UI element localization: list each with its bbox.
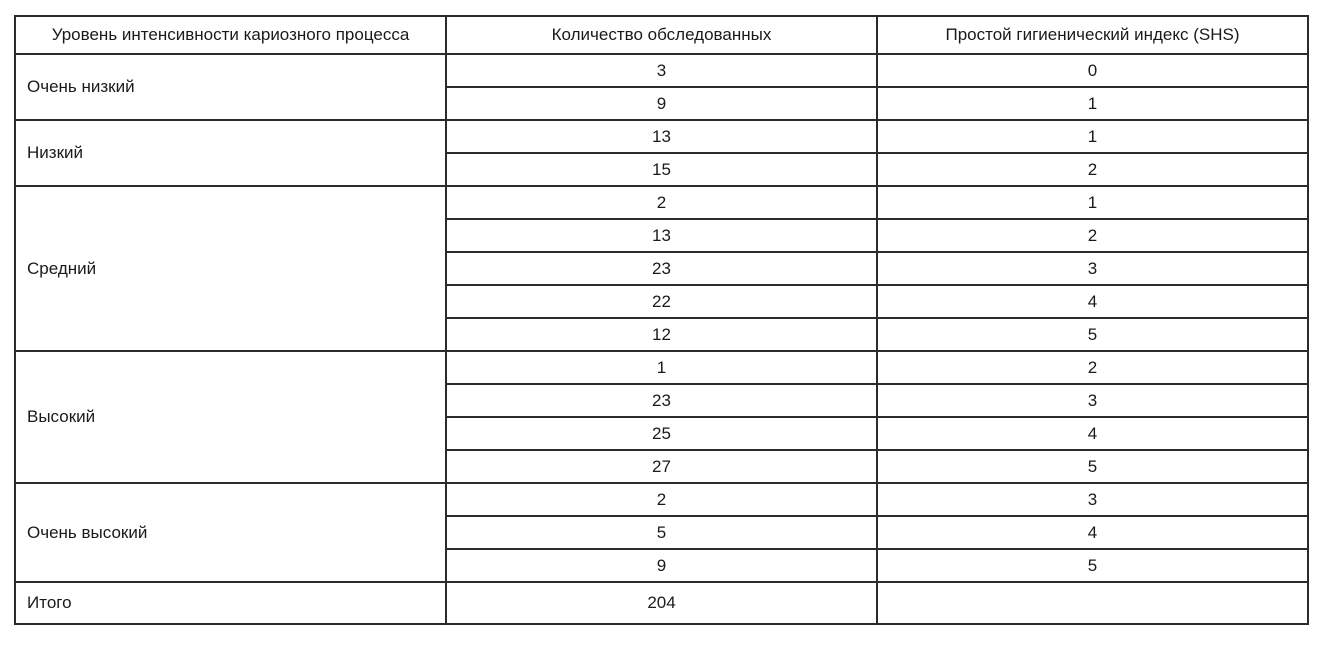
shs-cell: 3 [877, 483, 1308, 516]
shs-cell: 2 [877, 219, 1308, 252]
count-cell: 5 [446, 516, 877, 549]
level-very-high: Очень высокий [15, 483, 446, 582]
count-cell: 22 [446, 285, 877, 318]
shs-cell: 1 [877, 186, 1308, 219]
count-cell: 25 [446, 417, 877, 450]
table-row [15, 120, 1308, 153]
shs-cell: 3 [877, 384, 1308, 417]
table-row [15, 186, 1308, 219]
header-row [15, 16, 1308, 54]
total-label: Итого [15, 582, 446, 624]
level-high: Высокий [15, 351, 446, 483]
table-row [15, 483, 1308, 516]
count-cell: 23 [446, 252, 877, 285]
header-count: Количество обследованных [446, 16, 877, 54]
count-cell: 13 [446, 120, 877, 153]
shs-cell: 5 [877, 450, 1308, 483]
count-cell: 12 [446, 318, 877, 351]
total-count: 204 [446, 582, 877, 624]
table-row [15, 351, 1308, 384]
count-cell: 9 [446, 549, 877, 582]
shs-cell: 5 [877, 318, 1308, 351]
shs-cell: 1 [877, 87, 1308, 120]
count-cell: 1 [446, 351, 877, 384]
count-cell: 2 [446, 186, 877, 219]
shs-cell: 2 [877, 351, 1308, 384]
level-low: Низкий [15, 120, 446, 186]
level-very-low: Очень низкий [15, 54, 446, 120]
header-shs: Простой гигиенический индекс (SHS) [877, 16, 1308, 54]
count-cell: 15 [446, 153, 877, 186]
count-cell: 2 [446, 483, 877, 516]
shs-cell: 4 [877, 285, 1308, 318]
count-cell: 27 [446, 450, 877, 483]
shs-cell: 1 [877, 120, 1308, 153]
count-cell: 9 [446, 87, 877, 120]
count-cell: 13 [446, 219, 877, 252]
total-row [15, 582, 1308, 624]
table-row [15, 54, 1308, 87]
header-level: Уровень интенсивности кариозного процесса [15, 16, 446, 54]
shs-cell: 2 [877, 153, 1308, 186]
shs-cell: 3 [877, 252, 1308, 285]
caries-hygiene-table [14, 15, 1309, 625]
shs-cell: 4 [877, 516, 1308, 549]
total-shs [877, 582, 1308, 624]
level-medium: Средний [15, 186, 446, 351]
shs-cell: 4 [877, 417, 1308, 450]
count-cell: 23 [446, 384, 877, 417]
count-cell: 3 [446, 54, 877, 87]
shs-cell: 5 [877, 549, 1308, 582]
shs-cell: 0 [877, 54, 1308, 87]
